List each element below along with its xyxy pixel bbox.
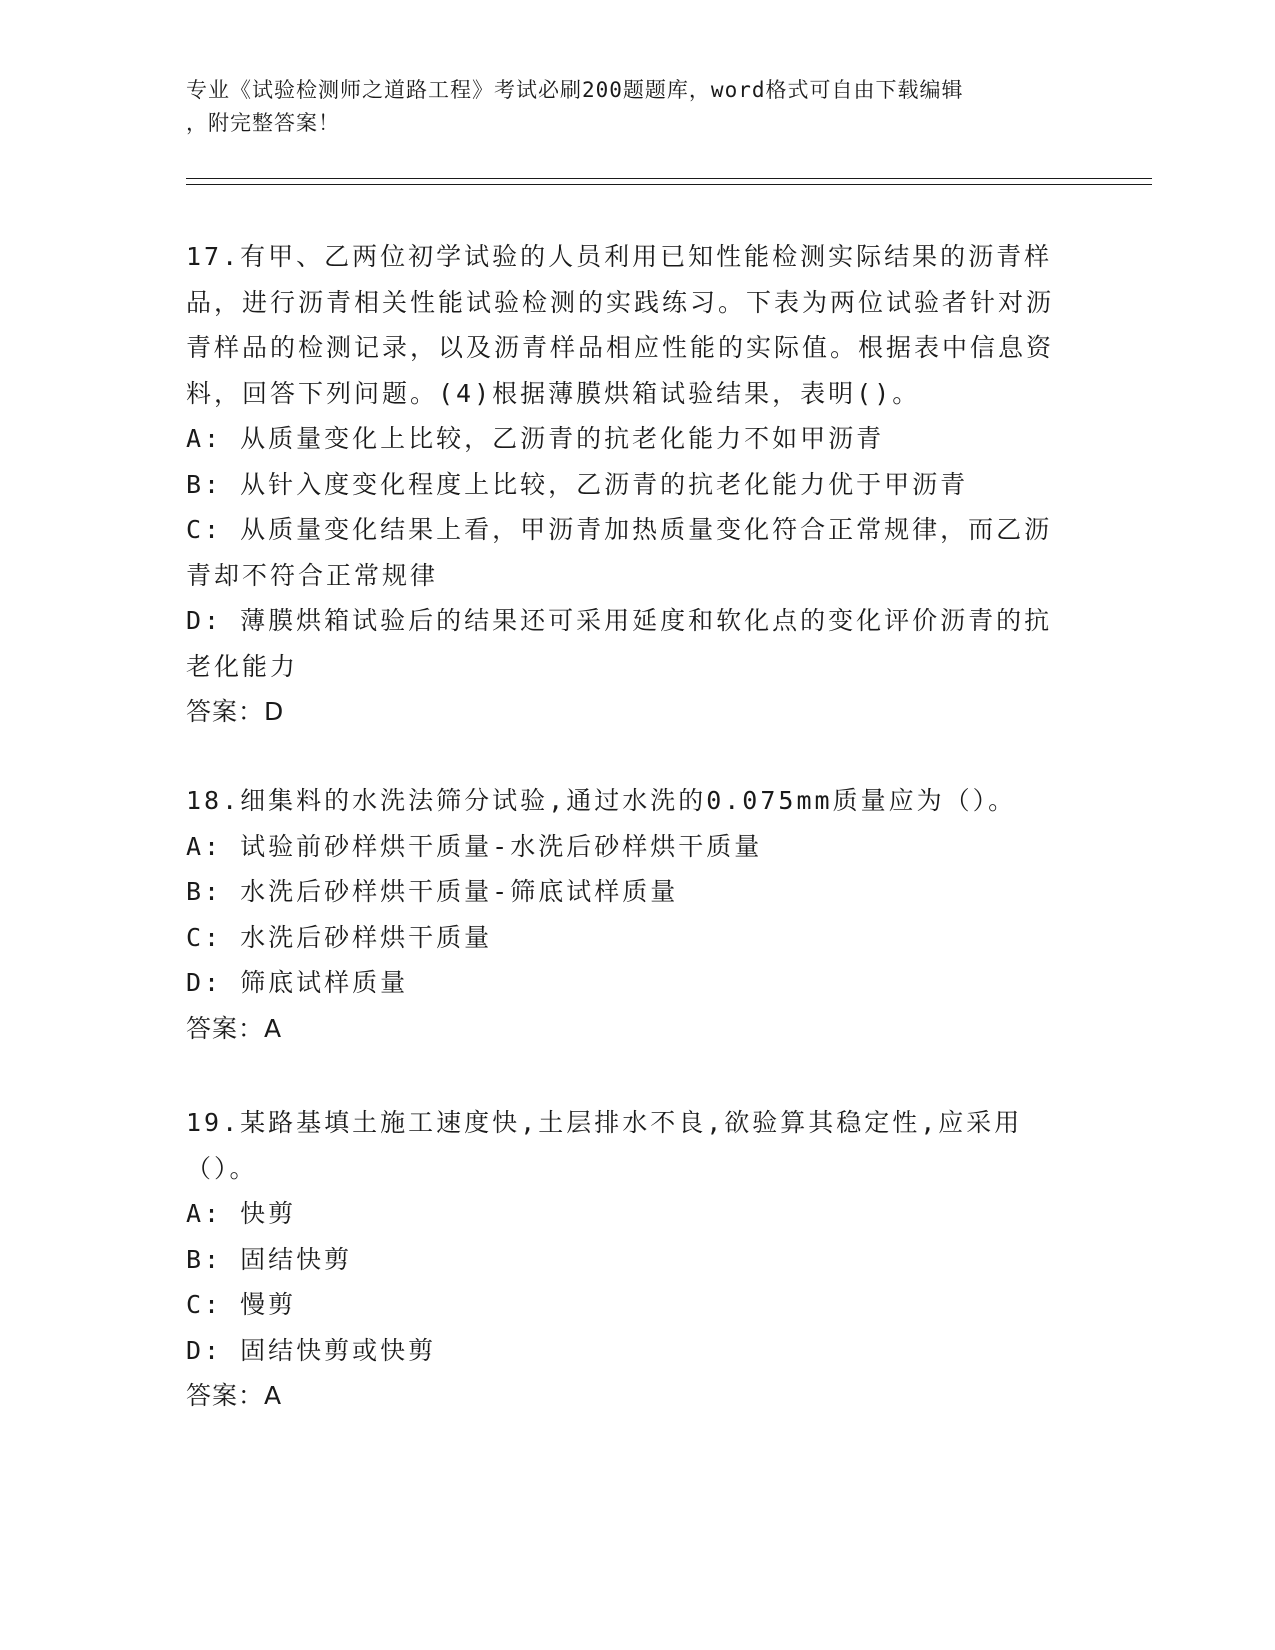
header-divider-top: [186, 178, 1152, 179]
answer-line: 答案：A: [186, 1381, 283, 1410]
answer-line: 答案：A: [186, 1013, 283, 1043]
option-b: B: 水洗后砂样烘干质量-筛底试样质量: [186, 877, 679, 906]
option-b: B: 从针入度变化程度上比较，乙沥青的抗老化能力优于甲沥青: [186, 469, 969, 499]
question-18: [186, 778, 1076, 1051]
answer-line: 答案：D: [186, 697, 285, 726]
header-line-1: 专业《试验检测师之道路工程》考试必刷200题题库，word格式可自由下载编辑: [186, 78, 964, 102]
document-header: [186, 74, 1066, 140]
option-c: C: 慢剪: [186, 1290, 297, 1319]
option-a: A: 试验前砂样烘干质量-水洗后砂样烘干质量: [186, 831, 763, 861]
option-b: B: 固结快剪: [186, 1244, 353, 1274]
question-17: [186, 234, 1076, 735]
header-divider-bottom: [186, 184, 1152, 185]
option-c: C: 从质量变化结果上看，甲沥青加热质量变化符合正常规律，而乙沥青却不符合正常规律: [186, 515, 1053, 590]
option-c: C: 水洗后砂样烘干质量: [186, 922, 493, 952]
question-19: [186, 1100, 1076, 1419]
question-stem: 19.某路基填土施工速度快,土层排水不良,欲验算其稳定性,应采用（）。: [186, 1108, 1023, 1183]
option-d: D: 固结快剪或快剪: [186, 1335, 437, 1365]
option-a: A: 快剪: [186, 1199, 297, 1228]
question-stem: 17.有甲、乙两位初学试验的人员利用已知性能检测实际结果的沥青样品，进行沥青相关性能试验检测的实践练习。下表为两位试验者针对沥青样品的检测记录，以及沥青样品相应性能的实际值。根据表中信息资料，回答下列问题。(4)根据薄膜烘箱试验结果，表明()。: [186, 242, 1055, 408]
option-a: A: 从质量变化上比较，乙沥青的抗老化能力不如甲沥青: [186, 424, 885, 453]
option-d: D: 薄膜烘箱试验后的结果还可采用延度和软化点的变化评价沥青的抗老化能力: [186, 606, 1053, 681]
option-d: D: 筛底试样质量: [186, 968, 409, 997]
header-line-2: ，附完整答案！: [186, 111, 340, 135]
question-stem: 18.细集料的水洗法筛分试验,通过水洗的0.075mm质量应为（）。: [186, 786, 1017, 815]
